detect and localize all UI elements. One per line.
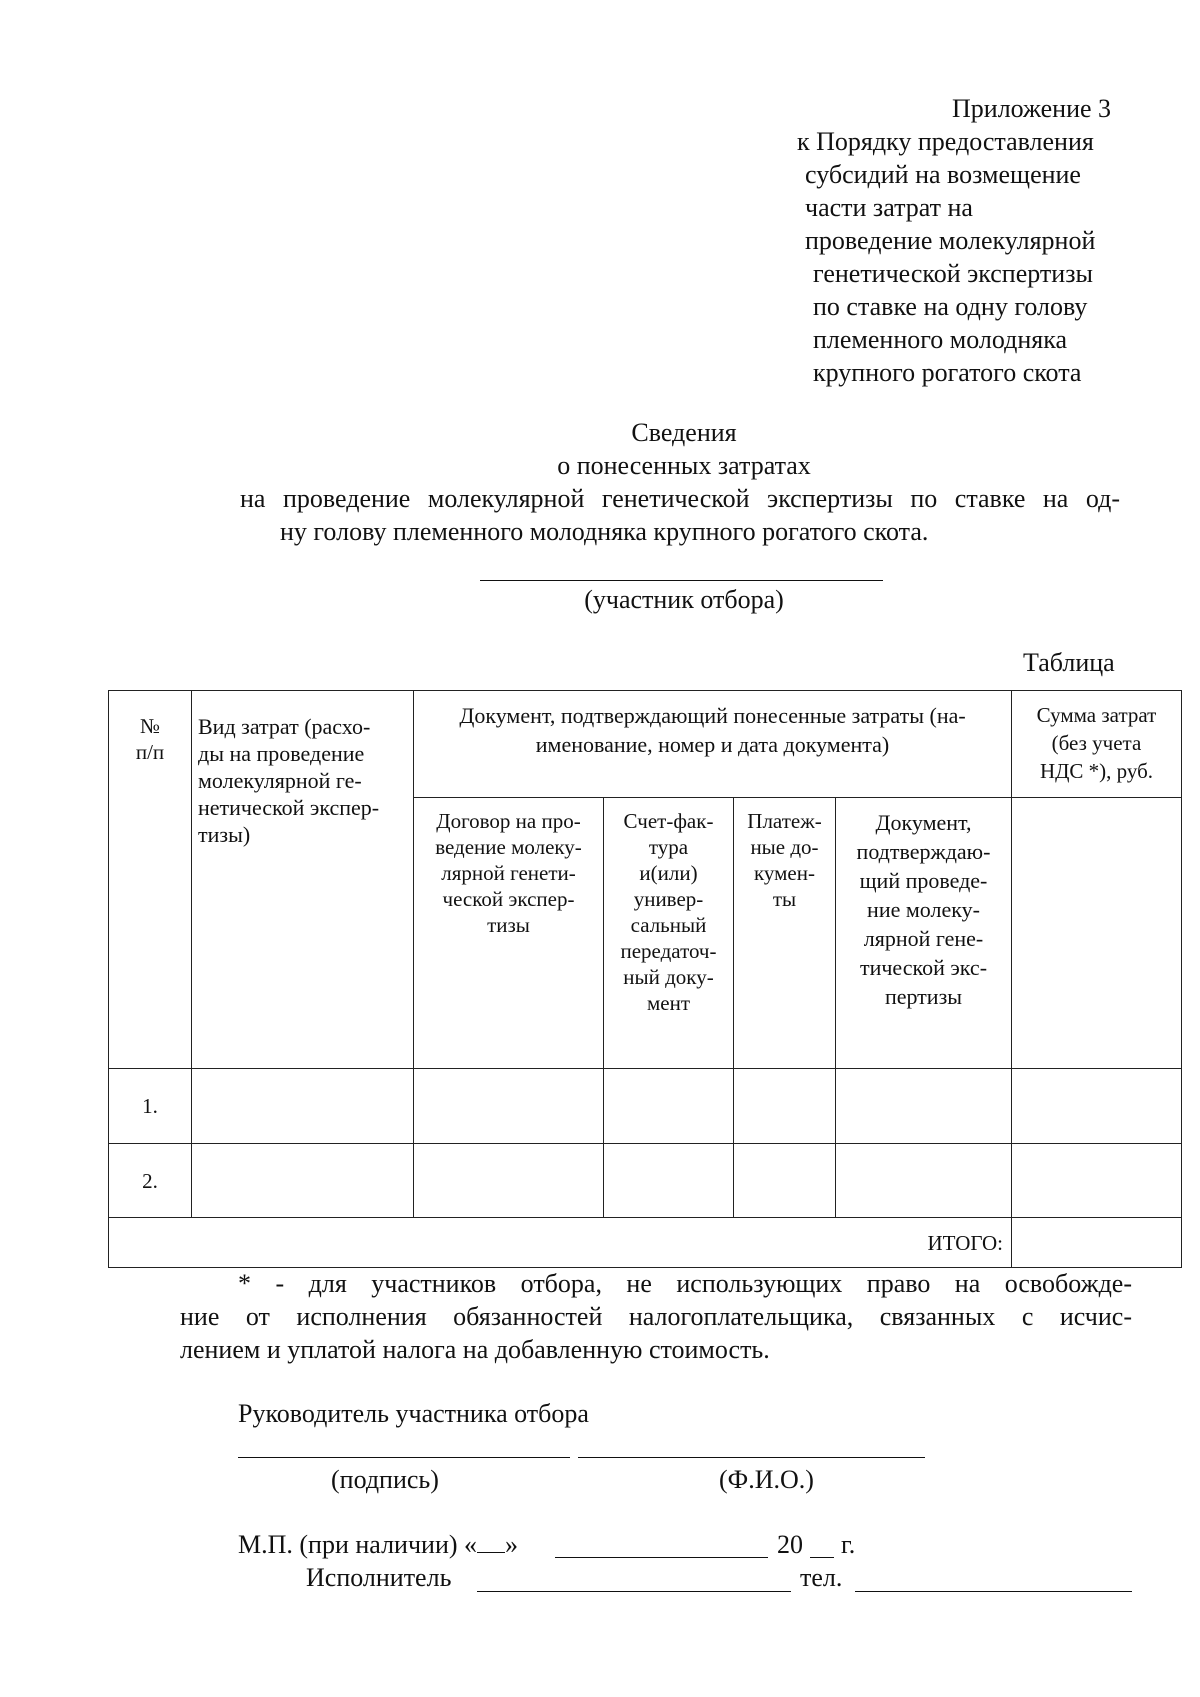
participant-caption: (участник отбора)	[584, 585, 784, 614]
document-subtitle	[280, 515, 928, 548]
appendix-line: крупного рогатого скота	[813, 358, 1082, 387]
document-subtitle	[240, 482, 1120, 515]
total-row	[109, 1218, 1182, 1268]
table-cell[interactable]	[414, 1144, 604, 1218]
subtitle-line: на проведение молекулярной генетической экспертизы по ставке на од-	[240, 484, 1120, 513]
total-value-cell[interactable]	[1012, 1218, 1182, 1268]
table-cell[interactable]	[734, 1144, 836, 1218]
header-text: сальный	[630, 913, 707, 937]
header-text: лярной генети-	[441, 861, 576, 885]
header-text: Платеж-	[747, 809, 822, 833]
appendix-line: по ставке на одну голову	[813, 292, 1088, 321]
header-document-group	[414, 691, 1012, 798]
phone-blank-line[interactable]	[855, 1591, 1132, 1592]
year-blank-line[interactable]	[810, 1557, 834, 1558]
header-text: ние молеку-	[867, 897, 980, 922]
header-text: ты	[772, 887, 797, 911]
signature-caption: (подпись)	[331, 1465, 439, 1494]
header-text: кумен-	[754, 861, 815, 885]
phone-label: тел.	[800, 1563, 843, 1592]
appendix-line: части затрат на	[805, 193, 973, 222]
mp-label: М.П. (при наличии) «	[238, 1530, 478, 1559]
header-text: Вид затрат (расхо-	[198, 714, 371, 739]
header-text: Сумма затрат	[1036, 703, 1157, 727]
appendix-title: Приложение 3	[952, 94, 1112, 123]
title-line: Сведения	[631, 418, 737, 447]
header-invoice	[604, 798, 734, 1069]
appendix-line: проведение молекулярной	[805, 226, 1096, 255]
header-text: именование, номер и дата документа)	[535, 732, 890, 757]
header-text: №	[139, 714, 161, 738]
header-text: нетической экспер-	[198, 795, 380, 820]
mp-quote-close: »	[505, 1530, 519, 1559]
header-text: подтверждаю-	[856, 839, 991, 864]
header-text: Документ,	[875, 810, 972, 835]
header-text: щий проведе-	[859, 868, 988, 893]
table-cell[interactable]	[192, 1144, 414, 1218]
header-text: и(или)	[639, 861, 698, 885]
footnote-line: * - для участников отбора, не использующих право на освобожде-	[238, 1269, 1132, 1298]
table-row	[109, 1144, 1182, 1218]
table-cell[interactable]	[1012, 1144, 1182, 1218]
header-text: передаточ-	[620, 939, 717, 963]
table-row	[109, 1069, 1182, 1144]
header-text: молекулярной ге-	[198, 768, 362, 793]
header-text: Документ, подтверждающий понесенные затраты (на-	[459, 703, 966, 728]
expenses-table	[108, 690, 1182, 1268]
header-text: ные до-	[750, 835, 819, 859]
header-text: ный доку-	[623, 965, 714, 989]
header-text: тизы	[487, 913, 530, 937]
header-text: мент	[646, 991, 691, 1015]
header-text: п/п	[135, 740, 165, 764]
total-label: ИТОГО:	[109, 1218, 1012, 1268]
mp-line	[238, 1528, 518, 1561]
appendix-line: субсидий на возмещение	[805, 160, 1081, 189]
table-cell[interactable]	[192, 1069, 414, 1144]
header-num	[109, 691, 192, 1069]
header-payment	[734, 798, 836, 1069]
day-blank[interactable]	[477, 1528, 505, 1553]
subtitle-line: ну голову племенного молодняка крупного рогатого скота.	[280, 517, 929, 546]
header-text: ческой экспер-	[442, 887, 575, 911]
row-number: 1.	[109, 1069, 192, 1144]
appendix-line: генетической экспертизы	[813, 259, 1093, 288]
table-cell[interactable]	[604, 1144, 734, 1218]
document-title	[0, 416, 1200, 482]
participant-blank-line[interactable]	[480, 580, 883, 581]
header-text: Договор на про-	[436, 809, 581, 833]
appendix-line: к Порядку предоставления	[797, 127, 1094, 156]
table-caption: Таблица	[1023, 648, 1115, 677]
table-cell[interactable]	[414, 1069, 604, 1144]
year-prefix: 20	[777, 1530, 803, 1559]
header-text: Счет-фак-	[623, 809, 714, 833]
header-expense-type	[192, 691, 414, 1069]
table-cell[interactable]	[836, 1069, 1012, 1144]
header-text: тической экс-	[859, 955, 988, 980]
header-text: универ-	[633, 887, 704, 911]
header-sum	[1012, 691, 1182, 798]
header-text: пертизы	[884, 984, 963, 1009]
table-cell[interactable]	[734, 1069, 836, 1144]
footnote-line: лением и уплатой налога на добавленную стоимость.	[180, 1335, 770, 1364]
header-text: тизы)	[198, 822, 251, 847]
row-number: 2.	[109, 1144, 192, 1218]
header-confirm-document	[836, 798, 1012, 1069]
header-text: тура	[648, 835, 689, 859]
table-cell[interactable]	[836, 1144, 1012, 1218]
head-label: Руководитель участника отбора	[238, 1399, 589, 1428]
executor-blank-line[interactable]	[477, 1591, 791, 1592]
header-contract	[414, 798, 604, 1069]
month-blank-line[interactable]	[555, 1557, 768, 1558]
fio-line[interactable]	[578, 1457, 925, 1458]
year-suffix: г.	[841, 1530, 856, 1559]
header-text: ведение молеку-	[435, 835, 582, 859]
table-cell[interactable]	[1012, 1069, 1182, 1144]
appendix-line: племенного молодняка	[813, 325, 1067, 354]
signature-line[interactable]	[238, 1457, 570, 1458]
title-line: о понесенных затратах	[557, 451, 811, 480]
header-text: (без учета	[1051, 731, 1142, 755]
executor-label: Исполнитель	[306, 1563, 452, 1592]
fio-caption: (Ф.И.О.)	[719, 1465, 814, 1494]
header-text: НДС *), руб.	[1039, 759, 1154, 783]
sum-blank-cell	[1012, 798, 1182, 1069]
footnote-line: ние от исполнения обязанностей налогоплательщика, связанных с исчис-	[180, 1302, 1132, 1331]
table-cell[interactable]	[604, 1069, 734, 1144]
header-text: ды на проведение	[198, 741, 365, 766]
header-text: лярной гене-	[863, 926, 984, 951]
